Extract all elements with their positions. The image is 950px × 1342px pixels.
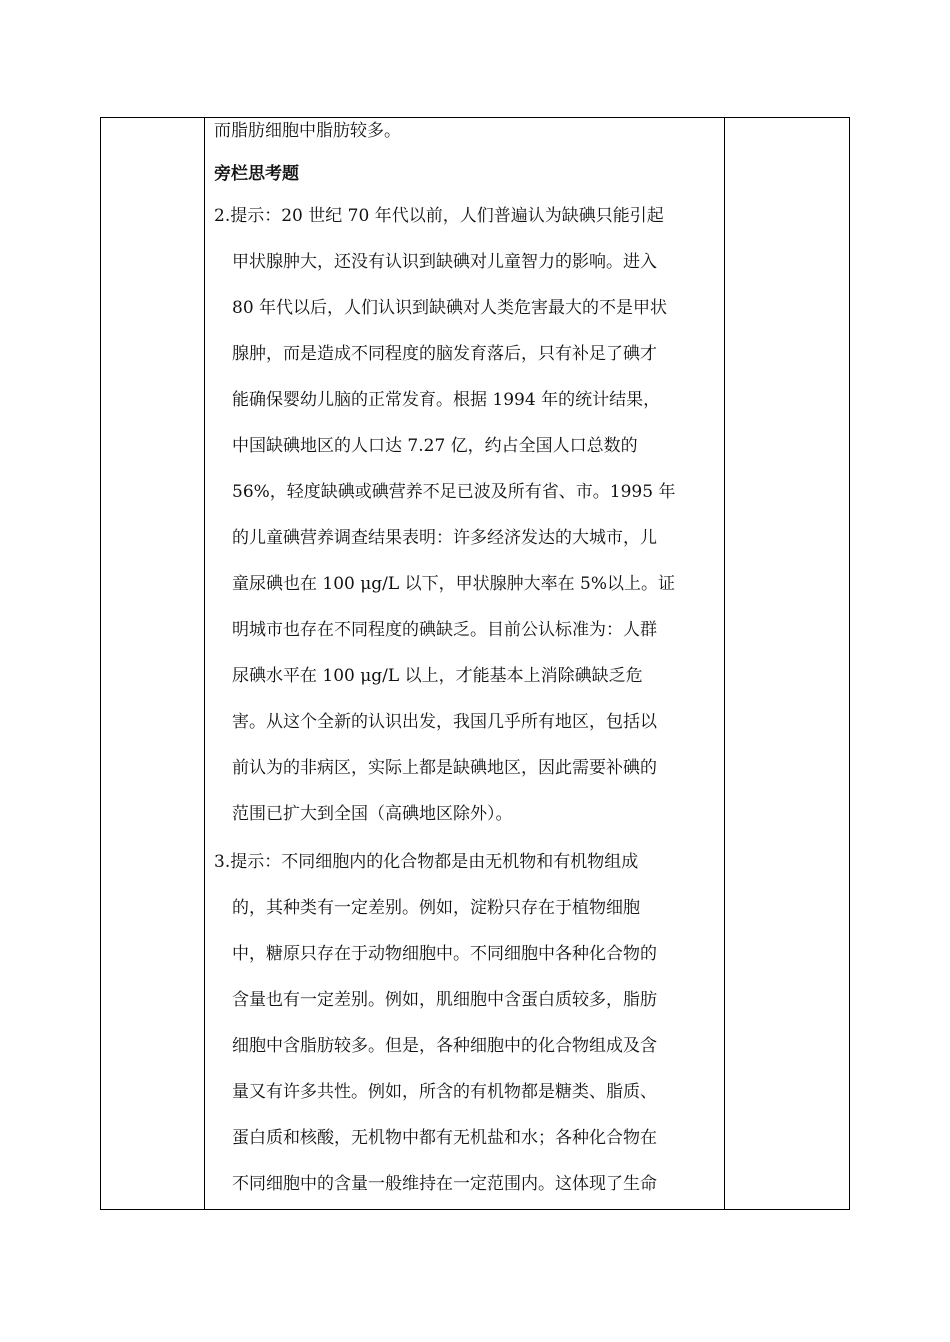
item-3-line: 中，糖原只存在于动物细胞中。不同细胞中各种化合物的 — [232, 944, 657, 964]
section-heading: 旁栏思考题 — [214, 164, 299, 184]
item-2-line: 提示：20 世纪 70 年代以前，人们普遍认为缺碘只能引起 — [230, 206, 664, 226]
item-3-line: 细胞中含脂肪较多。但是，各种细胞中的化合物组成及含 — [232, 1036, 657, 1056]
item-3-number: 3. — [214, 852, 231, 872]
table-column-divider-left — [204, 118, 205, 1209]
item-2-line: 尿碘水平在 100 μg/L 以上，才能基本上消除碘缺乏危 — [232, 666, 643, 686]
item-2-line: 中国缺碘地区的人口达 7.27 亿，约占全国人口总数的 — [232, 436, 638, 456]
item-2-line: 80 年代以后，人们认识到缺碘对人类危害最大的不是甲状 — [232, 298, 668, 318]
item-3-line: 的，其种类有一定差别。例如，淀粉只存在于植物细胞 — [232, 898, 640, 918]
item-3-line: 含量也有一定差别。例如，肌细胞中含蛋白质较多，脂肪 — [232, 990, 657, 1010]
item-2-line: 能确保婴幼儿脑的正常发育。根据 1994 年的统计结果， — [232, 390, 661, 410]
item-2-line: 明城市也存在不同程度的碘缺乏。目前公认标准为：人群 — [232, 620, 657, 640]
item-3-line: 提示：不同细胞内的化合物都是由无机物和有机物组成 — [230, 852, 639, 872]
item-3-first-line — [214, 850, 638, 874]
item-2-line: 童尿碘也在 100 μg/L 以下，甲状腺肿大率在 5%以上。证 — [232, 574, 675, 594]
item-2-line: 害。从这个全新的认识出发，我国几乎所有地区，包括以 — [232, 712, 657, 732]
item-3-line: 不同细胞中的含量一般维持在一定范围内。这体现了生命 — [232, 1174, 657, 1194]
table-column-divider-right — [724, 118, 725, 1209]
item-2-line: 范围已扩大到全国（高碘地区除外）。 — [232, 804, 513, 824]
item-2-line: 前认为的非病区，实际上都是缺碘地区，因此需要补碘的 — [232, 758, 657, 778]
item-2-line: 的儿童碘营养调查结果表明：许多经济发达的大城市，儿 — [232, 528, 657, 548]
item-2-line: 56%，轻度缺碘或碘营养不足已波及所有省、市。1995 年 — [232, 482, 676, 502]
item-2-line: 甲状腺肿大，还没有认识到缺碘对儿童智力的影响。进入 — [232, 252, 657, 272]
intro-line: 而脂肪细胞中脂肪较多。 — [214, 121, 401, 141]
item-2-first-line — [214, 204, 664, 228]
item-3-line: 量又有许多共性。例如，所含的有机物都是糖类、脂质、 — [232, 1082, 657, 1102]
item-3-line: 蛋白质和核酸，无机物中都有无机盐和水；各种化合物在 — [232, 1128, 657, 1148]
item-2-line: 腺肿，而是造成不同程度的脑发育落后，只有补足了碘才 — [232, 344, 657, 364]
item-2-number: 2. — [214, 206, 231, 226]
